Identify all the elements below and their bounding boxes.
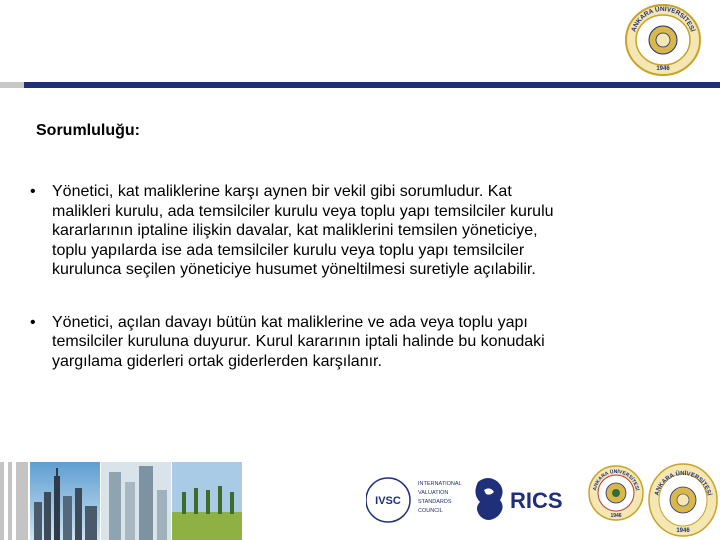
bullet-item bbox=[30, 313, 700, 372]
seal-year: 1946 bbox=[610, 513, 622, 519]
slide-heading: Sorumluluğu: bbox=[36, 122, 140, 139]
seal-year: 1946 bbox=[676, 528, 690, 534]
ivsc-line: COUNCIL bbox=[418, 508, 443, 514]
bullet-line: toplu yapılarda ise ada temsilciler kurulu veya toplu yapı temsilciler bbox=[52, 241, 525, 259]
ivsc-logo bbox=[366, 474, 466, 526]
bullet-list bbox=[30, 182, 700, 404]
bullet-marker: • bbox=[30, 183, 36, 200]
bullet-line: Yönetici, kat maliklerine karşı aynen bir vekil gibi sorumludur. Kat bbox=[52, 183, 512, 200]
landscape-photo bbox=[172, 462, 242, 540]
bullet-line: temsilciler kuruluna duyurur. Kurul kararının iptali halinde bu konudaki bbox=[52, 333, 545, 350]
ivsc-line: INTERNATIONAL bbox=[418, 481, 462, 487]
logo-year: 1946 bbox=[656, 66, 670, 72]
university-seal bbox=[648, 462, 718, 538]
bullet-line: yargılama giderleri ortak giderlerden karşılanır. bbox=[52, 352, 382, 370]
bullet-line: Yönetici, açılan davayı bütün kat maliklerine ve ada veya toplu yapı bbox=[52, 313, 528, 331]
bullet-marker: • bbox=[30, 313, 36, 331]
rics-logo bbox=[470, 472, 580, 528]
header-rule bbox=[24, 82, 720, 88]
seal-ring-text: ANKARA ÜNİVERSİTESİ bbox=[592, 468, 640, 492]
footer-gray-block bbox=[16, 462, 28, 540]
header-rule-gray bbox=[0, 82, 24, 88]
bullet-line: kurulunca seçilen yöneticiye husumet yöneltilmesi suretiyle açılabilir. bbox=[52, 261, 536, 278]
footer-gray-block bbox=[0, 462, 4, 540]
footer-gray-block bbox=[8, 462, 12, 540]
bullet-item bbox=[30, 182, 700, 280]
ivsc-line: STANDARDS bbox=[418, 499, 452, 505]
bullet-line: malikleri kurulu, ada temsilciler kurulu veya toplu yapı temsilciler kurulu bbox=[52, 202, 554, 220]
seal-ring-text: ANKARA ÜNİVERSİTESİ bbox=[654, 470, 712, 497]
logo-ring-text: ANKARA ÜNİVERSİTESİ bbox=[630, 5, 696, 33]
university-seal-gold bbox=[588, 464, 644, 522]
ankara-university-logo bbox=[624, 4, 702, 76]
towers-photo bbox=[101, 462, 171, 540]
ivsc-abbr: IVSC bbox=[375, 495, 401, 507]
footer-strip bbox=[0, 462, 720, 540]
bullet-line: kararlarının iptaline ilişkin davalar, kat maliklerini temsilen yöneticiye, bbox=[52, 222, 538, 239]
rics-label: RICS bbox=[510, 488, 563, 513]
ivsc-line: VALUATION bbox=[418, 490, 449, 496]
city-skyline-photo bbox=[30, 462, 100, 540]
